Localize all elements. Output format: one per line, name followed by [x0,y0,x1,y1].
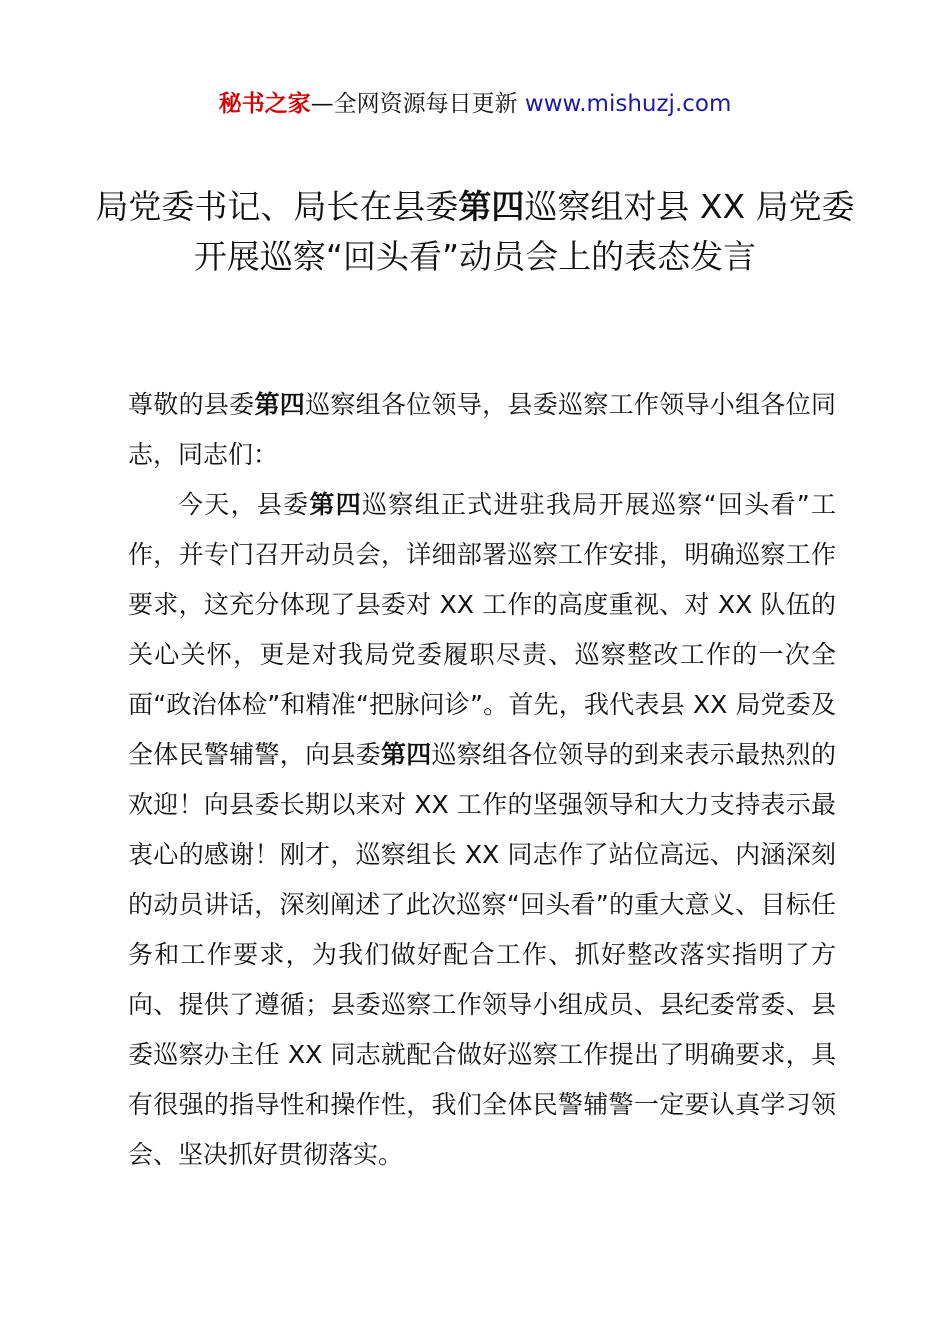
site-url-link[interactable]: www.mishuzj.com [524,91,732,117]
salutation-text-1: 尊敬的县委 [128,390,255,419]
salutation-bold-1: 第四 [254,390,306,419]
salutation [128,380,836,480]
paragraph-1-text-3: 巡察组各位领导的到来表示最热烈的欢迎！向县委长期以来对 XX 工作的坚强领导和大力支持表示最衷心的感谢！刚才，巡察组长 XX 同志作了站位高远、内涵深刻的动员讲话，深刻阐述了此次巡察“回头看”的重大意义、目标任务和工作要求，为我们做好配合工作、抓好整改落实指明了方向、提供了遵循；县委巡察工作领导小组成员、县纪委常委、县委巡察办主任 XX 同志就配合做好巡察工作提出了明确要求，具有很强的指导性和操作性，我们全体民警辅警一定要认真学习领会、坚决抓好贯彻落实。 [128,740,836,1169]
site-header [0,88,950,120]
paragraph-1-text-2: 巡察组正式进驻我局开展巡察“回头看”工作，并专门召开动员会，详细部署巡察工作安排，明确巡察工作要求，这充分体现了县委对 XX 工作的高度重视、对 XX 队伍的关心关怀，更是对我局党委履职尽责、巡察整改工作的一次全面“政治体检”和精准“把脉问诊”。首先，我代表县 XX 局党委及全体民警辅警，向县委 [128,490,836,769]
header-slogan: —全网资源每日更新 [310,91,525,117]
title-bold-1: 第四 [458,187,525,226]
title-text-1: 局党委书记、局长在县委 [95,187,459,226]
paragraph-1-bold-2: 第四 [380,740,432,769]
document-title [95,182,855,282]
salutation-text-2: 巡察组各位领导，县委巡察工作领导小组各位同志，同志们： [128,390,836,469]
document-body [128,380,836,1180]
title-text-2: 巡察组对县 XX 局党委开展巡察“回头看”动员会上的表态发言 [193,187,855,276]
paragraph-1-bold-1: 第四 [309,490,362,519]
paragraph-1 [128,480,836,1180]
paragraph-1-text-1: 今天，县委 [178,490,310,519]
brand-name: 秘书之家 [218,91,311,117]
